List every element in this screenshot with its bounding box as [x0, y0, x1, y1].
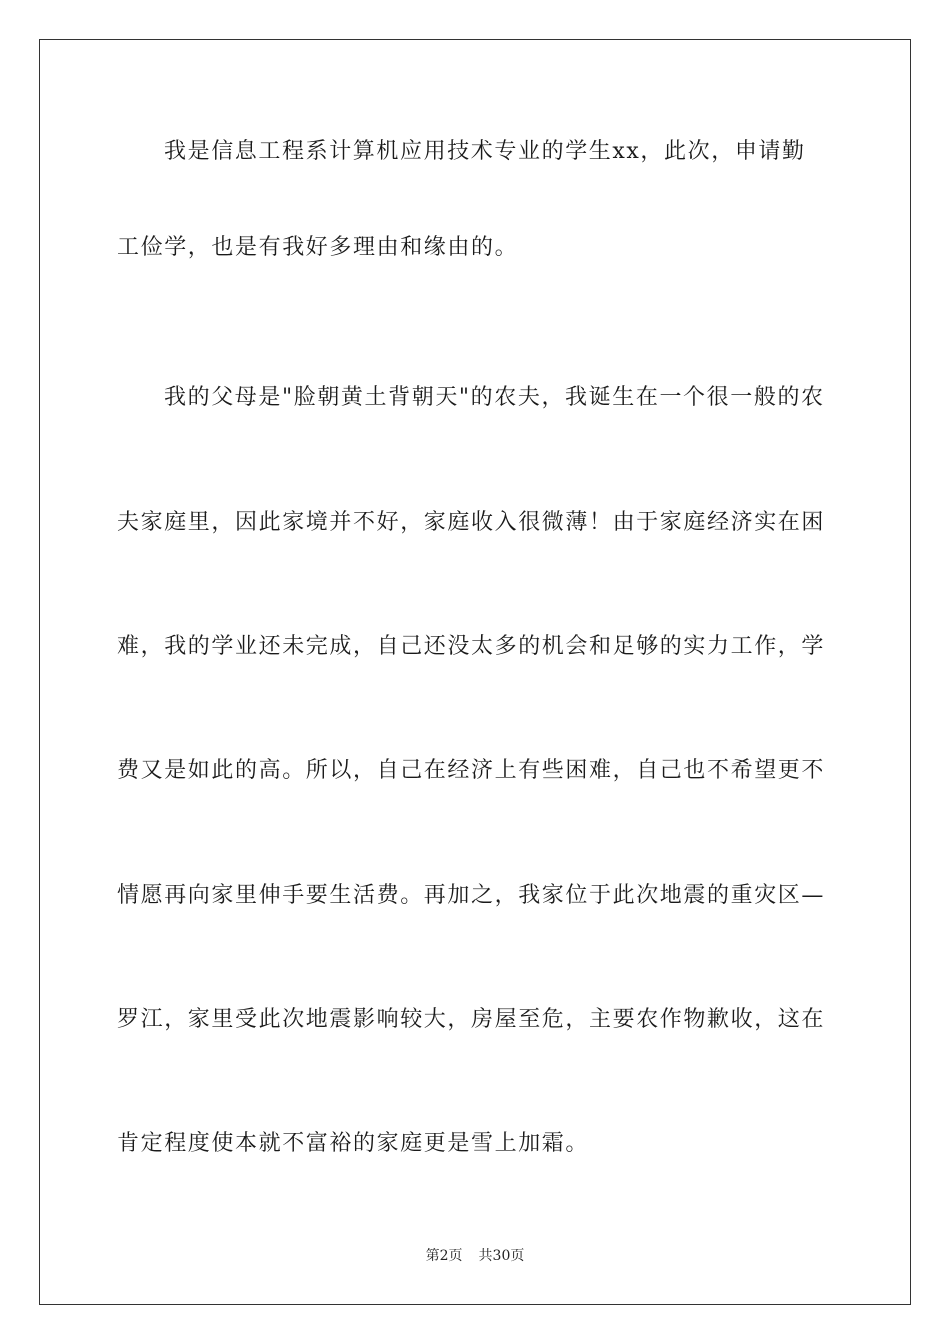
paragraph-2-line-7: 肯定程度使本就不富裕的家庭更是雪上加霜。 [117, 1131, 590, 1156]
paragraph-2-line-3: 难，我的学业还未完成，自己还没太多的机会和足够的实力工作，学 [117, 634, 826, 659]
paragraph-2-line-5: 情愿再向家里伸手要生活费。再加之，我家位于此次地震的重灾区— [117, 883, 826, 908]
paragraph-1-line-1: 我是信息工程系计算机应用技术专业的学生xx，此次，申请勤 [164, 139, 806, 164]
page-border [39, 39, 911, 1305]
paragraph-2-line-1: 我的父母是"脸朝黄土背朝天"的农夫，我诞生在一个很一般的农 [164, 385, 825, 410]
paragraph-2-line-4: 费又是如此的高。所以，自己在经济上有些困难，自己也不希望更不 [117, 758, 826, 783]
page-total: 共30页 [478, 1248, 525, 1264]
paragraph-1-line-2: 工俭学，也是有我好多理由和缘由的。 [117, 235, 519, 260]
page-footer [0, 1246, 950, 1266]
page-number: 第2页 [425, 1248, 463, 1264]
paragraph-2-line-6: 罗江，家里受此次地震影响较大，房屋至危，主要农作物歉收，这在 [117, 1007, 826, 1032]
paragraph-2-line-2: 夫家庭里，因此家境并不好，家庭收入很微薄！由于家庭经济实在困 [117, 510, 826, 535]
